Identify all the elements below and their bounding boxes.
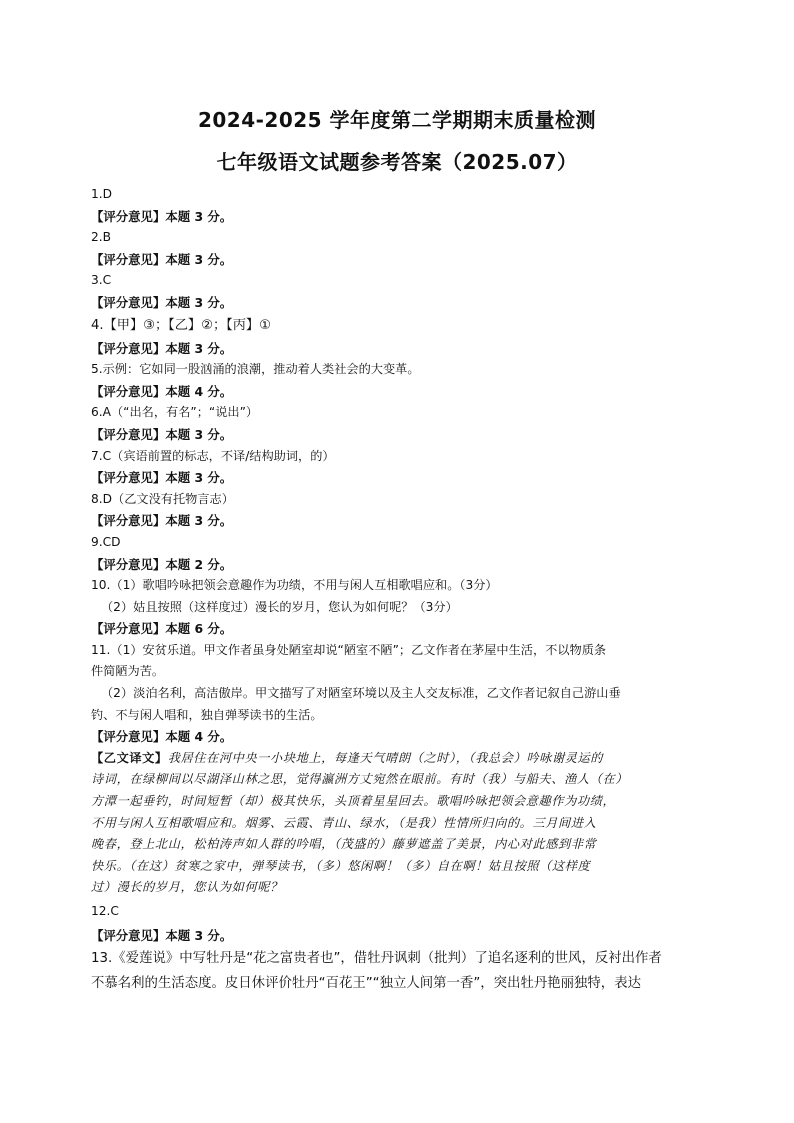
answer-13-line-1: 13.《爱莲说》中写牡丹是“花之富贵者也”，借牡丹讽刺（批判）了追名逐利的世风，反衬出作者 (91, 951, 662, 967)
translation-line-3: 方潭一起垂钓，时间短暂（却）极其快乐，头顶着星星回去。歌唱吟咏把领会意趣作为功绩， (91, 794, 616, 809)
answer-1: 1.D (91, 187, 113, 201)
answer-9: 9.CD (91, 534, 121, 549)
answer-7: 7.C（宾语前置的标志，不译/结构助词，的） (91, 448, 335, 463)
scoring-note-4: 【评分意见】本题 3 分。 (91, 340, 233, 356)
translation-line-6: 快乐。（在这）贫寒之家中，弹琴读书，（多）悠闲啊！（多）自在啊！姑且按照（这样度 (91, 858, 591, 873)
scoring-note-12: 【评分意见】本题 3 分。 (91, 927, 233, 943)
scoring-note-2: 【评分意见】本题 3 分。 (91, 251, 233, 267)
answer-4: 4.【甲】③；【乙】②；【丙】① (91, 317, 271, 333)
scoring-note-6: 【评分意见】本题 3 分。 (91, 426, 233, 442)
translation-line-1 (91, 748, 711, 770)
answer-6: 6.A（“出名，有名”；“说出”） (91, 405, 259, 420)
translation-line-2: 诗词，在绿柳间以尽湖泽山林之思，觉得瀛洲方丈宛然在眼前。有时（我）与船夫、渔人（在） (91, 772, 629, 787)
answer-11-part-2-line-1: （2）淡泊名利，高洁傲岸。甲文描写了对陋室环境以及主人交友标准，乙文作者记叙自己游山垂 (101, 686, 621, 701)
translation-line-5: 晚春，登上北山，松柏涛声如人群的吟唱，（茂盛的）藤萝遮盖了美景，内心对此感到非常 (91, 837, 597, 852)
translation-heading: 【乙文译文】 (91, 750, 168, 765)
answer-11-part-1-line-2: 件简陋为苦。 (91, 664, 165, 679)
answer-5: 5.示例：它如同一股汹涌的浪潮，推动着人类社会的大变革。 (91, 362, 420, 377)
scoring-note-3: 【评分意见】本题 3 分。 (91, 294, 233, 310)
translation-line-7: 过）漫长的岁月，您认为如何呢？ (91, 880, 283, 895)
answer-list (91, 184, 711, 996)
scoring-note-10: 【评分意见】本题 6 分。 (91, 621, 233, 637)
answer-11-part-1-line-1: 11.（1）安贫乐道。甲文作者虽身处陋室却说“陋室不陋”；乙文作者在茅屋中生活，不以物质条 (91, 642, 607, 657)
answer-8: 8.D（乙文没有托物言志） (91, 491, 234, 506)
translation-line-4: 不用与闲人互相歌唱应和。烟雾、云霞、青山、绿水，（是我）性情所归向的。三月间进入 (91, 815, 597, 830)
answer-12: 12.C (91, 904, 119, 918)
document-title: 2024-2025 学年度第二学期期末质量检测 (197, 108, 597, 132)
scoring-note-9: 【评分意见】本题 2 分。 (91, 556, 233, 572)
answer-10-part-2: （2）姑且按照（这样度过）漫长的岁月，您认为如何呢？（3分） (101, 599, 458, 614)
answer-2: 2.B (91, 230, 111, 245)
scoring-note-11: 【评分意见】本题 4 分。 (91, 729, 233, 745)
answer-10-part-1: 10.（1）歌唱吟咏把领会意趣作为功绩，不用与闲人互相歌唱应和。（3分） (91, 578, 498, 593)
scoring-note-1: 【评分意见】本题 3 分。 (91, 208, 233, 224)
document-subtitle: 七年级语文试题参考答案（2025.07） (216, 150, 578, 174)
scoring-note-5: 【评分意见】本题 4 分。 (91, 383, 233, 399)
scoring-note-7: 【评分意见】本题 3 分。 (91, 470, 233, 486)
translation-text-1: 我居住在河中央一小块地上，每逢天气晴朗（之时），（我总会）吟咏谢灵运的 (167, 750, 604, 765)
scoring-note-8: 【评分意见】本题 3 分。 (91, 513, 233, 529)
answer-13-line-2: 不慕名利的生活态度。皮日休评价牡丹“百花王”“独立人间第一香”，突出牡丹艳丽独特，表达 (91, 976, 641, 992)
answer-3: 3.C (91, 273, 112, 288)
answer-11-part-2-line-2: 钓、不与闲人唱和，独自弹琴读书的生活。 (91, 707, 323, 722)
